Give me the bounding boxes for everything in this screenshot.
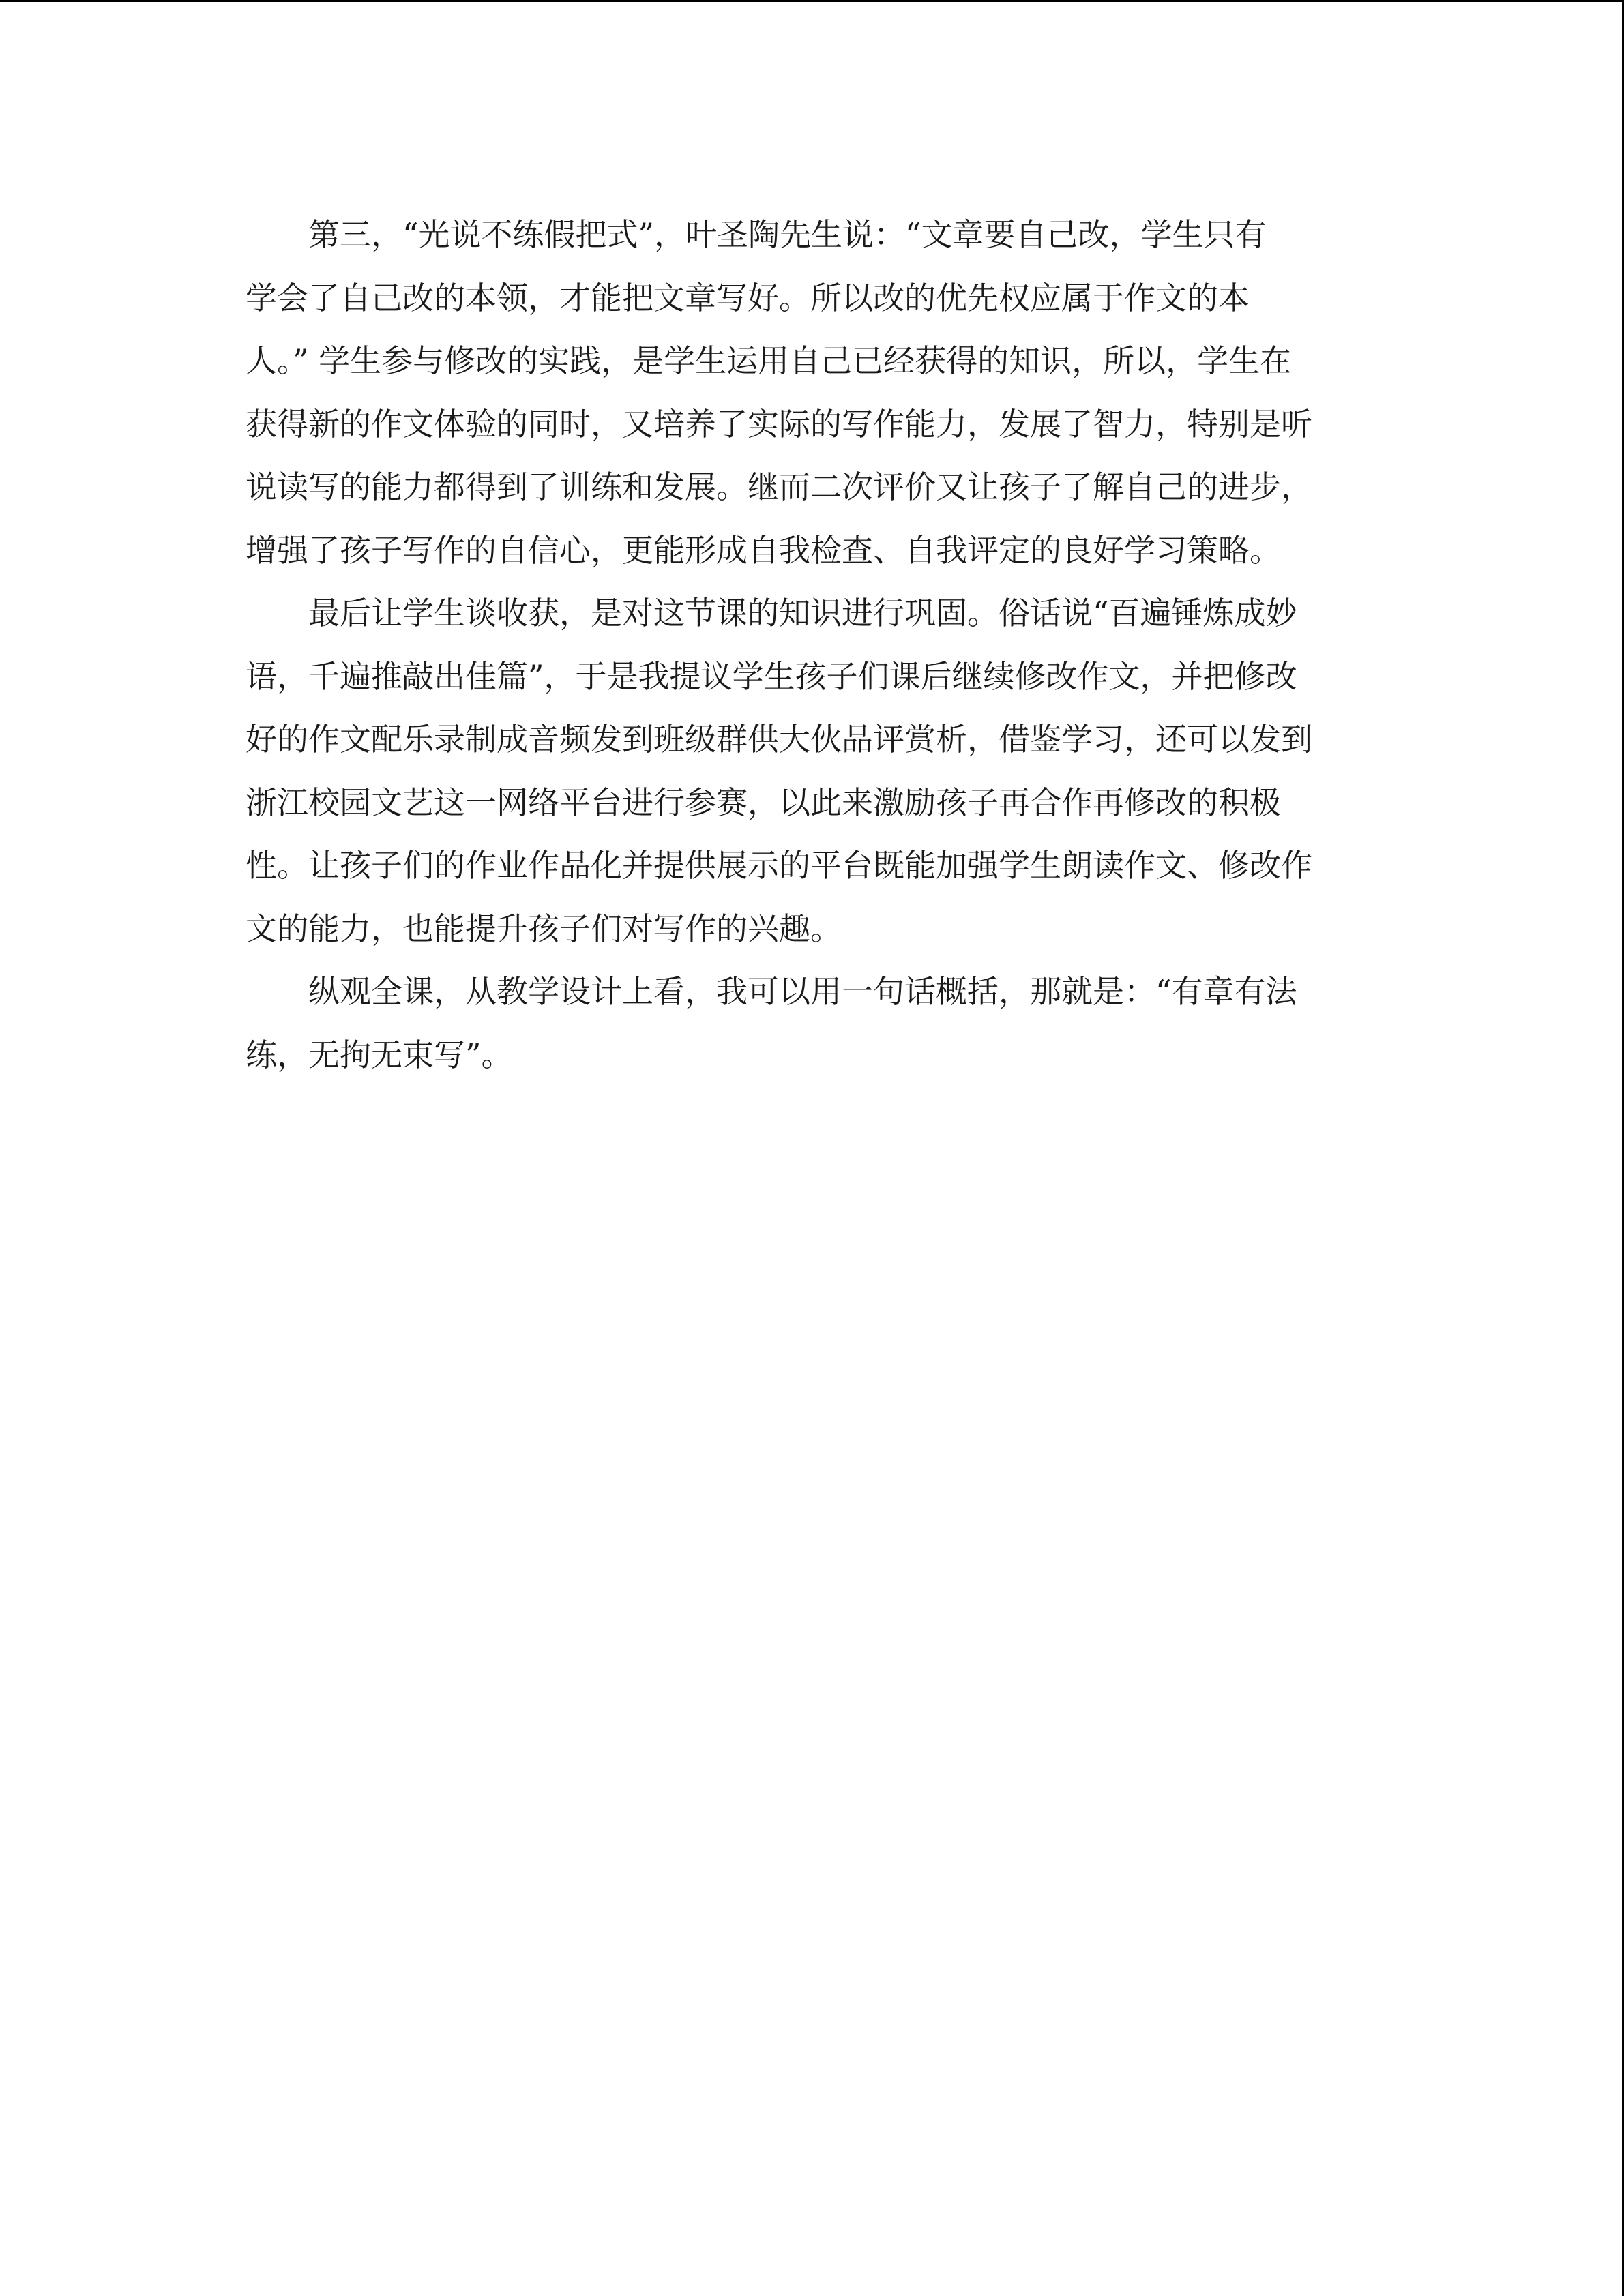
document-body [246, 203, 1378, 1086]
paragraph-2-line-3: 好的作文配乐录制成音频发到班级群供大伙品评赏析，借鉴学习，还可以发到 [246, 721, 1312, 758]
paragraph-1-line-2: 学会了自己改的本领，才能把文章写好。所以改的优先权应属于作文的本 [246, 279, 1250, 316]
paragraph-3-line-1: 纵观全课，从教学设计上看，我可以用一句话概括，那就是：“有章有法 [308, 973, 1297, 1010]
paragraph-1-line-6: 增强了孩子写作的自信心，更能形成自我检查、自我评定的良好学习策略。 [246, 531, 1281, 569]
paragraph-3-line-2: 练，无拘无束写”。 [246, 1036, 513, 1073]
paragraph-2-line-6: 文的能力，也能提升孩子们对写作的兴趣。 [246, 910, 842, 947]
paragraph-1-line-4: 获得新的作文体验的同时，又培养了实际的写作能力，发展了智力，特别是听 [246, 405, 1312, 443]
paragraph-1-line-5: 说读写的能力都得到了训练和发展。继而二次评价又让孩子了解自己的进步， [246, 468, 1312, 505]
paragraph-1-line-1: 第三，“光说不练假把式”，叶圣陶先生说：“文章要自己改，学生只有 [308, 216, 1267, 253]
paragraph-2-line-4: 浙江校园文艺这一网络平台进行参赛，以此来激励孩子再合作再修改的积极 [246, 784, 1281, 821]
paragraph-2-line-1: 最后让学生谈收获，是对这节课的知识进行巩固。俗话说“百遍锤炼成妙 [308, 595, 1297, 631]
paragraph-1-line-3: 人。” 学生参与修改的实践，是学生运用自己已经获得的知识，所以，学生在 [246, 342, 1292, 379]
paragraph-2-line-5: 性。让孩子们的作业作品化并提供展示的平台既能加强学生朗读作文、修改作 [246, 847, 1312, 884]
paragraph-2-line-2: 语，千遍推敲出佳篇”，于是我提议学生孩子们课后继续修改作文，并把修改 [246, 657, 1297, 695]
